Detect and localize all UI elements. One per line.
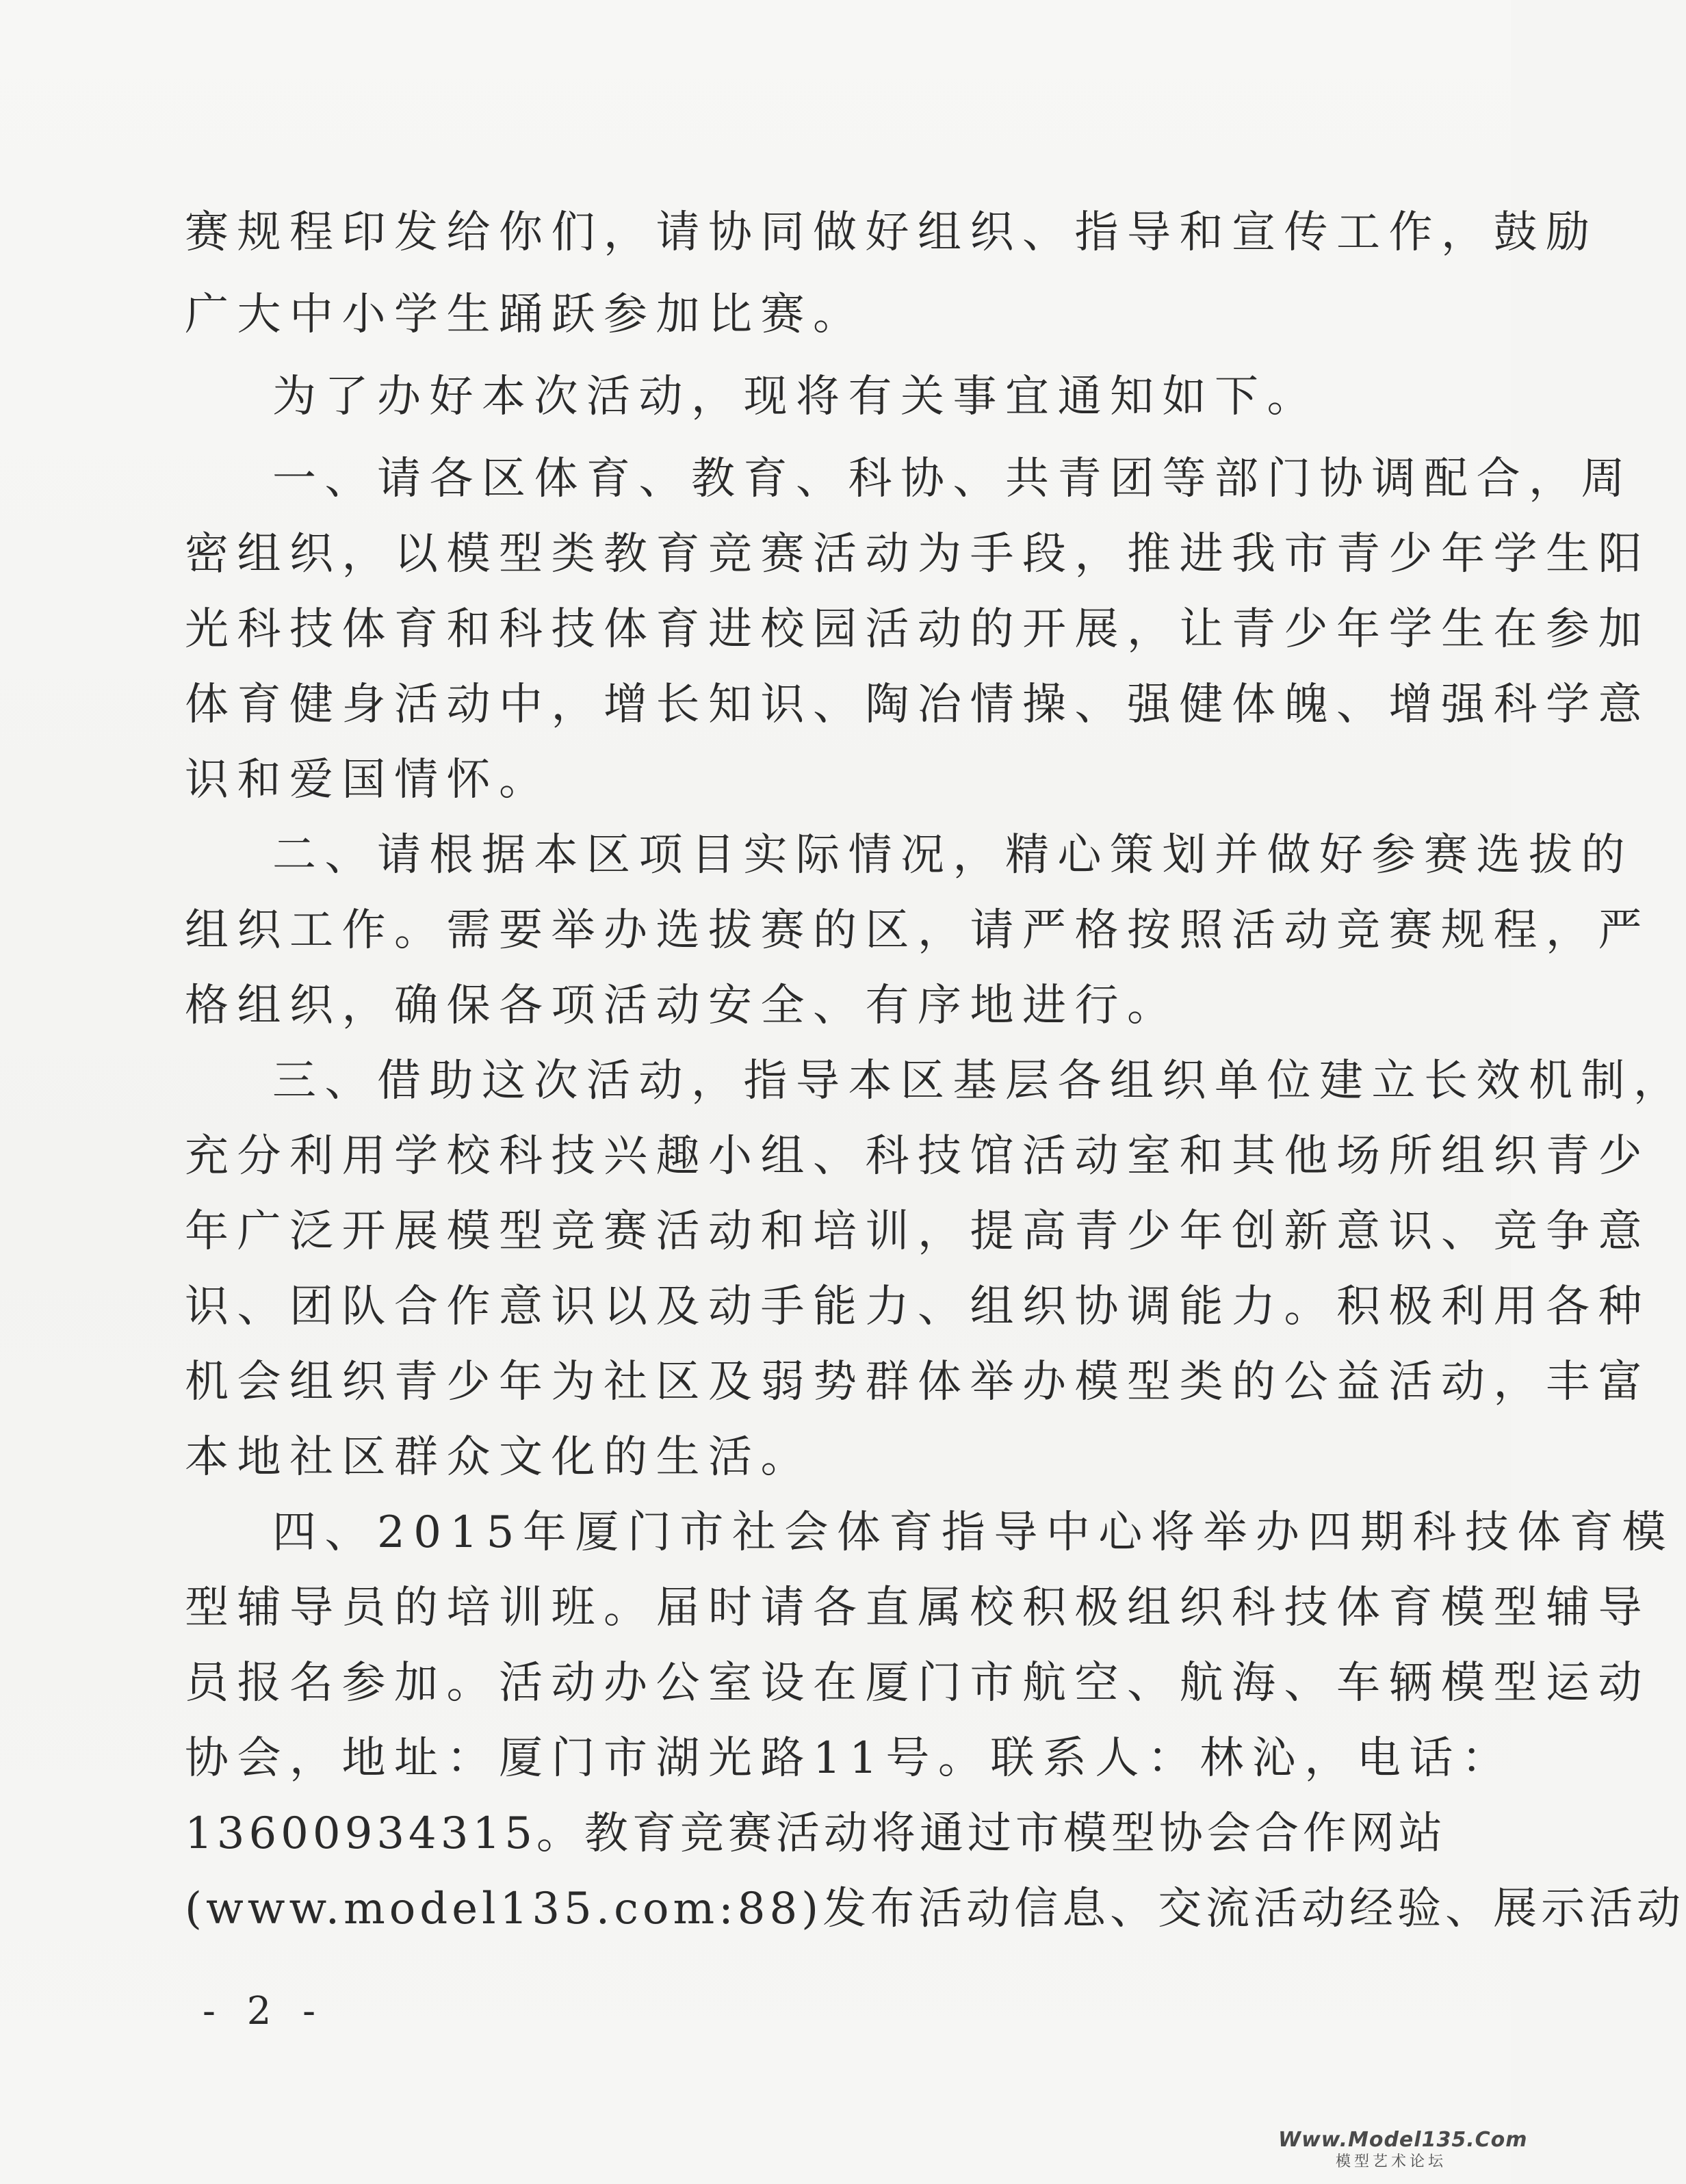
- watermark-forum-name: 模型艺术论坛: [1335, 2153, 1447, 2170]
- text-line: 密组织，以模型类教育竞赛活动为手段，推进我市青少年学生阳: [185, 529, 1650, 580]
- text-line: 体育健身活动中，增长知识、陶冶情操、强健体魄、增强科学意: [185, 679, 1650, 730]
- text-line: 四、2015年厦门市社会体育指导中心将举办四期科技体育模: [272, 1507, 1674, 1558]
- text-line: 型辅导员的培训班。届时请各直属校积极组织科技体育模型辅导: [185, 1583, 1650, 1633]
- page-number: - 2 -: [203, 1989, 326, 2033]
- text-line: 广大中小学生踊跃参加比赛。: [185, 289, 866, 340]
- text-line: 光科技体育和科技体育进校园活动的开展，让青少年学生在参加: [185, 604, 1650, 655]
- text-line: 识、团队合作意识以及动手能力、组织协调能力。积极利用各种: [185, 1282, 1650, 1332]
- text-line: 三、借助这次活动，指导本区基层各组织单位建立长效机制，: [272, 1056, 1686, 1106]
- text-line: 协会，地址：厦门市湖光路11号。联系人：林沁，电话：: [185, 1733, 1514, 1784]
- text-line: 本地社区群众文化的生活。: [185, 1432, 813, 1483]
- text-line: 13600934315。教育竞赛活动将通过市模型协会合作网站: [185, 1808, 1447, 1859]
- text-line: (www.model135.com:88)发布活动信息、交流活动经验、展示活动: [185, 1884, 1685, 1934]
- text-line: 格组织，确保各项活动安全、有序地进行。: [185, 980, 1180, 1031]
- text-line: 机会组织青少年为社区及弱势群体举办模型类的公益活动，丰富: [185, 1357, 1650, 1407]
- text-line: 员报名参加。活动办公室设在厦门市航空、航海、车辆模型运动: [185, 1658, 1650, 1708]
- text-line: 充分利用学校科技兴趣小组、科技馆活动室和其他场所组织青少: [185, 1131, 1650, 1182]
- text-line: 赛规程印发给你们，请协同做好组织、指导和宣传工作，鼓励: [185, 207, 1598, 258]
- text-line: 二、请根据本区项目实际情况，精心策划并做好参赛选拔的: [272, 830, 1633, 881]
- text-line: 一、请各区体育、教育、科协、共青团等部门协调配合，周: [272, 454, 1633, 504]
- watermark: [1278, 2128, 1528, 2172]
- text-line: 年广泛开展模型竞赛活动和培训，提高青少年创新意识、竞争意: [185, 1206, 1650, 1257]
- text-line: 识和爱国情怀。: [185, 755, 552, 805]
- text-line: 组织工作。需要举办选拔赛的区，请严格按照活动竞赛规程，严: [185, 905, 1650, 956]
- watermark-url: Www.Model135.Com: [1278, 2128, 1528, 2152]
- text-line: 为了办好本次活动，现将有关事宜通知如下。: [272, 372, 1319, 422]
